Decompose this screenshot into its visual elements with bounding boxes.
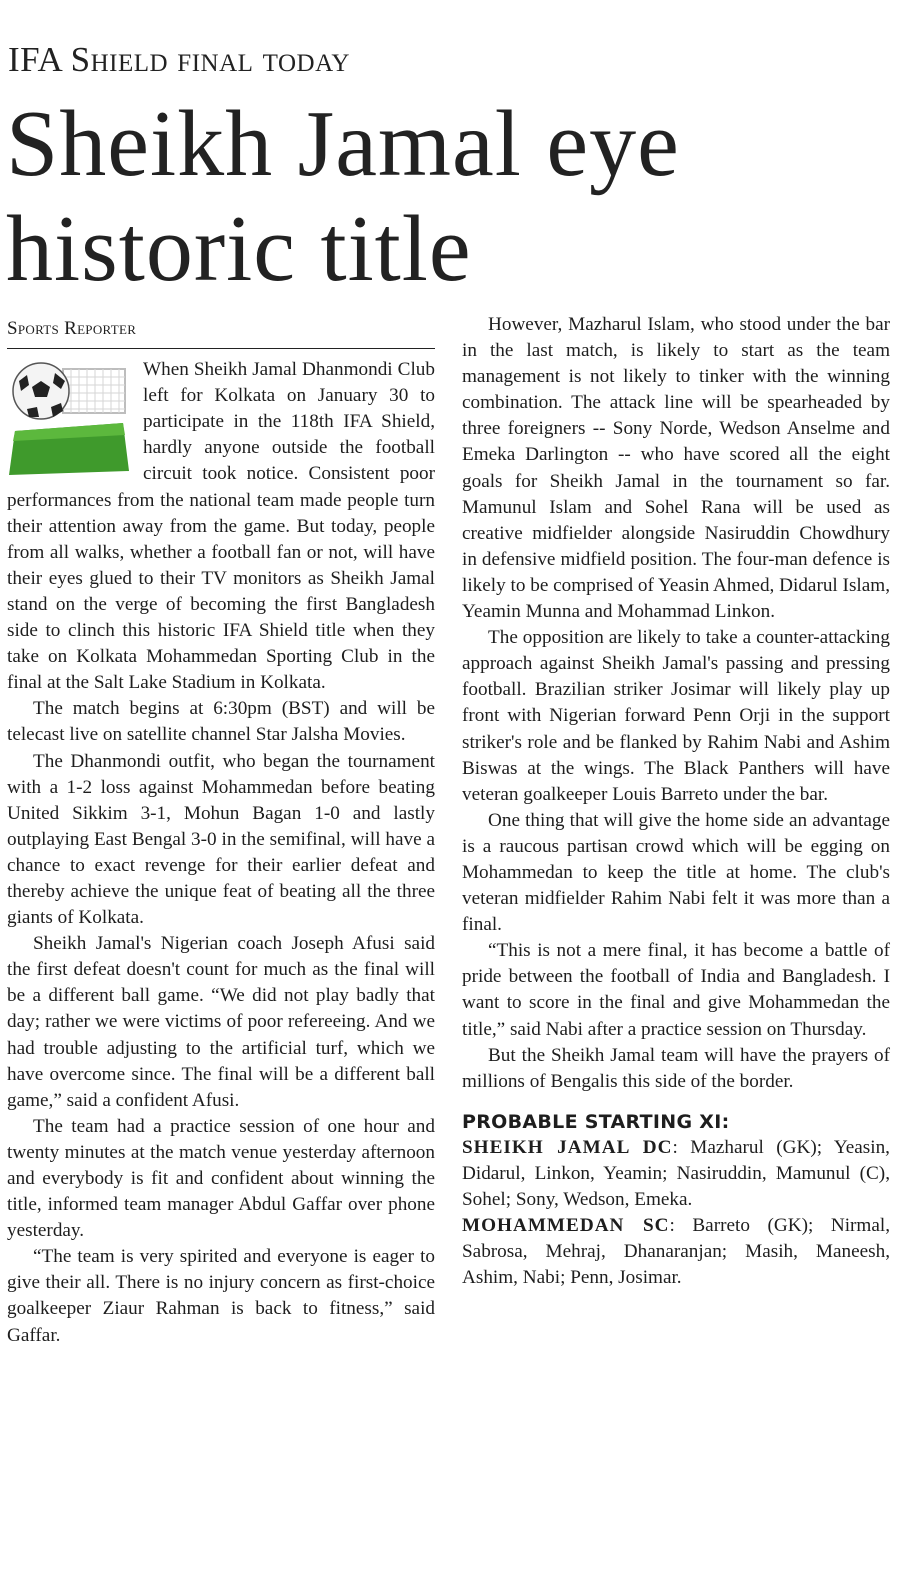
paragraph: One thing that will give the home side an advantage is a raucous partisan crowd which will be egging on Mohammedan to keep the title at home. The club's veteran midfielder Rahim Nabi felt it was more than a final. (462, 809, 890, 936)
right-column (462, 312, 890, 1291)
paragraph: But the Sheikh Jamal team will have the prayers of millions of Bengalis this side of the border. (462, 1044, 890, 1092)
paragraph: When Sheikh Jamal Dhanmondi Club left for Kolkata on January 30 to participate in the 118th IFA Shield, hardly anyone outside the football circuit took notice. Consistent poor performances from the national team made people turn their attention away from the game. But today, people from all walks, whether a football fan or not, will have their eyes glued to their TV monitors as Sheikh Jamal stand on the verge of becoming the first Bangladesh side to clinch this historic IFA Shield title when they take on Kolkata Mohammedan Sporting Club in the final at the Salt Lake Stadium in Kolkata. (7, 359, 435, 694)
paragraph: The match begins at 6:30pm (BST) and will be telecast live on satellite channel Star Jalsha Movies. (7, 698, 435, 746)
kicker: IFA Shield final today (8, 40, 350, 79)
team-players: : Mazharul (GK); Yeasin, Didarul, Linkon, Yeamin; Nasiruddin, Mamunul (C), Sohel; Sony, Wedson, Emeka. (462, 1136, 890, 1211)
paragraph: However, Mazharul Islam, who stood under the bar in the last match, is likely to start as the team management is not likely to tinker with the winning combination. The attack line will be spearheaded by three foreigners -- Sony Norde, Wedson Anselme and Emeka Darlington -- who have scored all the eight goals for Sheikh Jamal in the tournament so far. Mamunul Islam and Sohel Rana will be used as creative midfielder alongside Nasiruddin Chowdhury in defensive midfield position. The four-man defence is likely to be comprised of Yeasin Ahmed, Didarul Islam, Yeamin Munna and Mohammad Linkon. (462, 314, 890, 623)
byline: Sports Reporter (7, 312, 435, 349)
left-column (7, 312, 435, 1349)
lineup-mohammedan (462, 1213, 890, 1291)
paragraph: The team had a practice session of one hour and twenty minutes at the match venue yesterday afternoon and everybody is fit and confident about winning the title, informed team manager Abdul Gaffar over phone yesterday. (7, 1115, 435, 1242)
paragraph: “The team is very spirited and everyone is eager to give their all. There is no injury concern as first-choice goalkeeper Ziaur Rahman is back to fitness,” said Gaffar. (7, 1246, 435, 1346)
paragraph: Sheikh Jamal's Nigerian coach Joseph Afusi said the first defeat doesn't count for much as the final will be a different ball game. “We did not play badly that day; rather we were victims of poor refereeing. And we had trouble adjusting to the artificial turf, which we have overcome since. The final will be a different ball game,” said a confident Afusi. (7, 933, 435, 1111)
team-name: SHEIKH JAMAL DC (462, 1136, 673, 1158)
starting-xi-title: PROBABLE STARTING XI: (462, 1110, 730, 1133)
headline: Sheikh Jamal eye historic title (6, 92, 680, 301)
paragraph: “This is not a mere final, it has become a battle of pride between the football of India and Bangladesh. I want to score in the final and give Mohammedan the title,” said Nabi after a practice session on Thursday. (462, 940, 890, 1040)
team-players: : Barreto (GK); Nirmal, Sabrosa, Mehraj, Dhanaranjan; Masih, Maneesh, Ashim, Nabi; Penn, Josimar. (462, 1215, 890, 1289)
paragraph: The opposition are likely to take a counter-attacking approach against Sheikh Jamal's passing and pressing football. Brazilian striker Josimar will likely play up front with Nigerian forward Penn Orji in the support striker's role and be flanked by Rahim Nabi and Ashim Biswas at the wings. The Black Panthers will have veteran goalkeeper Louis Barreto under the bar. (462, 627, 890, 805)
football-goal-illustration-icon (7, 359, 131, 477)
team-name: MOHAMMEDAN SC (462, 1215, 670, 1237)
paragraph: The Dhanmondi outfit, who began the tournament with a 1-2 loss against Mohammedan before beating United Sikkim 3-1, Mohun Bagan 1-0 and lastly outplaying East Bengal 3-0 in the semifinal, will have a chance to exact revenge for their earlier defeat and thereby achieve the unique feat of beating all the three giants of Kolkata. (7, 750, 435, 929)
lineup-sheikh-jamal (462, 1135, 890, 1213)
